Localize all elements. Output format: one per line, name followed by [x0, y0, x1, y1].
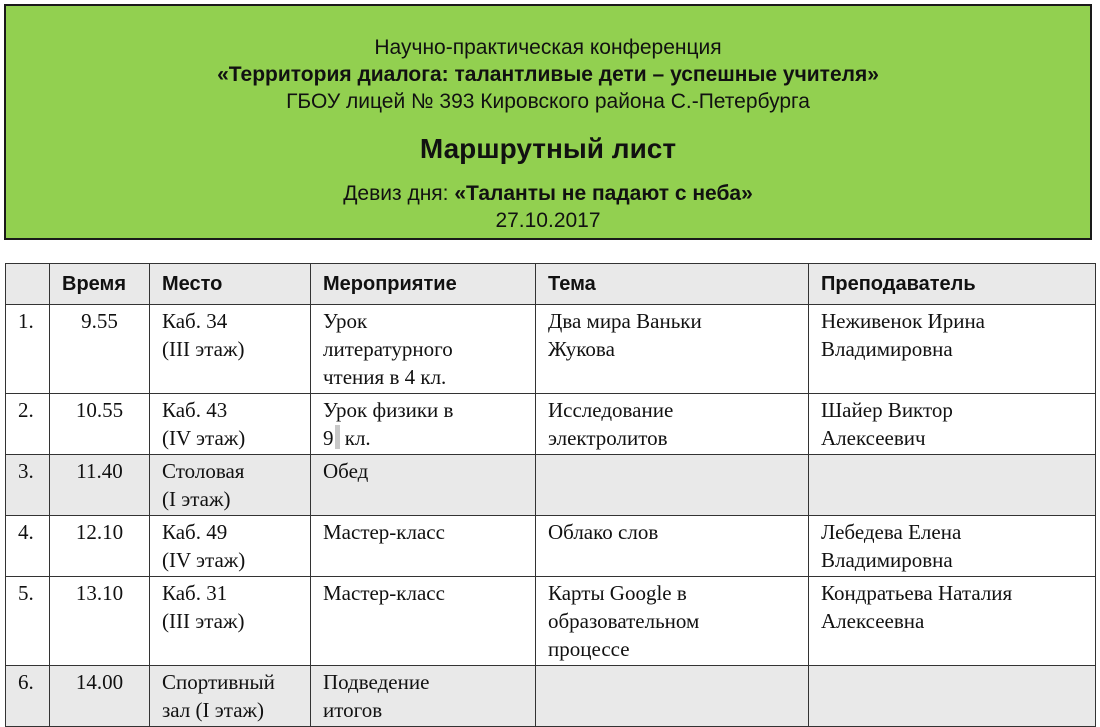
row-event [311, 577, 536, 666]
event-date: 27.10.2017 [495, 209, 601, 232]
row-topic [536, 516, 809, 577]
table-row [6, 394, 1096, 455]
place-line: (III этаж) [162, 337, 245, 361]
event-line: Подведение [323, 670, 430, 694]
place-line: (IV этаж) [162, 426, 246, 450]
schedule-table [5, 263, 1096, 727]
row-topic [536, 305, 809, 394]
row-teacher [809, 577, 1096, 666]
page-title: Маршрутный лист [419, 133, 677, 164]
row-place [150, 305, 311, 394]
row-time: 11.40 [50, 455, 150, 516]
event-line: 9 [323, 426, 334, 450]
table-row [6, 577, 1096, 666]
teacher-line: Лебедева Елена [821, 520, 962, 544]
teacher-line: Владимировна [821, 337, 953, 361]
row-time: 14.00 [50, 666, 150, 727]
column-header-topic: Тема [536, 264, 809, 305]
event-line: Урок [323, 309, 368, 333]
row-place [150, 455, 311, 516]
topic-line: Исследование [548, 398, 674, 422]
row-topic [536, 455, 809, 516]
event-line: Мастер-класс [323, 581, 445, 605]
topic-line: Два мира Ваньки [548, 309, 702, 333]
event-line: итогов [323, 698, 383, 722]
row-topic [536, 577, 809, 666]
place-line: Каб. 49 [162, 520, 228, 544]
place-line: Спортивный [162, 670, 275, 694]
place-line: (IV этаж) [162, 548, 246, 572]
conference-type: Научно-практическая конференция [374, 36, 722, 59]
event-line: литературного [323, 337, 453, 361]
row-number: 1. [6, 305, 50, 394]
teacher-line: Алексеевич [821, 426, 926, 450]
event-line: кл. [339, 426, 371, 450]
row-event [311, 455, 536, 516]
table-row [6, 305, 1096, 394]
table-row [6, 516, 1096, 577]
topic-line: электролитов [548, 426, 668, 450]
teacher-line: Шайер Виктор [821, 398, 953, 422]
row-place [150, 516, 311, 577]
row-place [150, 666, 311, 727]
row-teacher [809, 305, 1096, 394]
teacher-line: Алексеевна [821, 609, 925, 633]
column-header-teacher: Преподаватель [809, 264, 1096, 305]
row-place [150, 394, 311, 455]
row-teacher [809, 455, 1096, 516]
row-teacher [809, 394, 1096, 455]
row-place [150, 577, 311, 666]
row-number: 5. [6, 577, 50, 666]
row-teacher [809, 666, 1096, 727]
column-header-event: Мероприятие [311, 264, 536, 305]
topic-line: Карты Google в [548, 581, 687, 605]
table-header-row [6, 264, 1096, 305]
motto-line [6, 182, 1090, 206]
row-teacher [809, 516, 1096, 577]
place-line: Каб. 43 [162, 398, 228, 422]
row-event [311, 666, 536, 727]
topic-line: процессе [548, 637, 630, 661]
conference-name: «Территория диалога: талантливые дети – успешные учителя» [217, 63, 879, 86]
event-line: Урок физики в [323, 398, 454, 422]
column-header-number [6, 264, 50, 305]
row-number: 3. [6, 455, 50, 516]
place-line: Каб. 34 [162, 309, 228, 333]
place-line: (III этаж) [162, 609, 245, 633]
row-topic [536, 666, 809, 727]
teacher-line: Неживенок Ирина [821, 309, 986, 333]
motto-text: «Таланты не падают с неба» [454, 182, 753, 205]
place-line: (I этаж) [162, 487, 231, 511]
row-time: 13.10 [50, 577, 150, 666]
row-time: 10.55 [50, 394, 150, 455]
row-topic [536, 394, 809, 455]
table-row [6, 666, 1096, 727]
teacher-line: Владимировна [821, 548, 953, 572]
row-event [311, 394, 536, 455]
header-banner [4, 4, 1092, 240]
column-header-place: Место [150, 264, 311, 305]
motto-label: Девиз дня: [343, 182, 455, 205]
row-number: 2. [6, 394, 50, 455]
teacher-line: Кондратьева Наталия [821, 581, 1013, 605]
row-number: 4. [6, 516, 50, 577]
row-number: 6. [6, 666, 50, 727]
row-event [311, 305, 536, 394]
event-line: чтения в 4 кл. [323, 365, 447, 389]
row-time: 12.10 [50, 516, 150, 577]
topic-line: Жукова [548, 337, 615, 361]
place-line: Столовая [162, 459, 245, 483]
table-row [6, 455, 1096, 516]
organizer: ГБОУ лицей № 393 Кировского района С.-Петербурга [286, 90, 810, 113]
row-event [311, 516, 536, 577]
place-line: Каб. 31 [162, 581, 228, 605]
row-time: 9.55 [50, 305, 150, 394]
column-header-time: Время [50, 264, 150, 305]
topic-line: Облако слов [548, 520, 659, 544]
event-line: Обед [323, 459, 369, 483]
place-line: зал (I этаж) [162, 698, 265, 722]
event-line: Мастер-класс [323, 520, 445, 544]
topic-line: образовательном [548, 609, 700, 633]
